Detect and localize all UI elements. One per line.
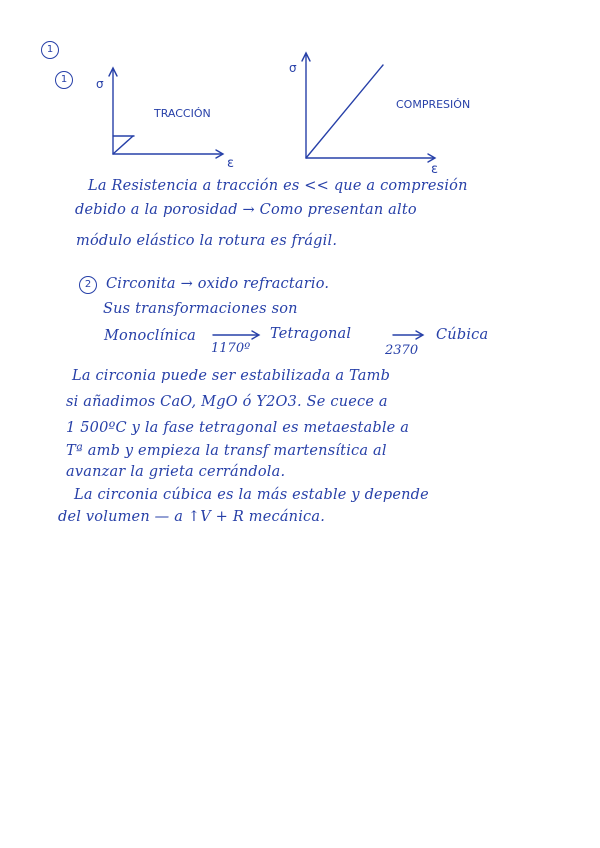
compresion-x-label: ε bbox=[431, 162, 439, 177]
temp-tetra-cubic: 2370 bbox=[385, 343, 419, 358]
para1-line-5: avanzar la grieta cerrándola. bbox=[66, 464, 286, 480]
para1-line-1: La circonia puede ser estabilizada a Tamb bbox=[72, 368, 391, 384]
compresion-label: COMPRESIÓN bbox=[396, 98, 471, 111]
compresion-curve bbox=[306, 65, 383, 158]
section1-line-3: módulo elástico la rotura es frágil. bbox=[76, 233, 338, 249]
traccion-x-label: ε bbox=[227, 156, 235, 171]
section2-line-1: Circonita → oxido refractario. bbox=[106, 276, 330, 292]
section2-number-marker: 2 bbox=[79, 276, 97, 294]
section1-line-1: La Resistencia a tracción es << que a compresión bbox=[88, 178, 468, 194]
section1-line-2: debido a la porosidad → Como presentan alto bbox=[75, 202, 417, 218]
phase-monoclinic: Monoclínica bbox=[104, 328, 196, 344]
compresion-y-label: σ bbox=[289, 61, 297, 75]
temp-mono-tetra: 1170º bbox=[211, 341, 251, 356]
section1-number-marker: 1 bbox=[55, 71, 73, 89]
section2-line-2: Sus transformaciones son bbox=[103, 301, 298, 317]
para1-line-4: Tª amb y empieza la transf martensítica al bbox=[66, 443, 387, 459]
para2-line-1: La circonia cúbica es la más estable y depende bbox=[74, 487, 429, 503]
phase-cubic: Cúbica bbox=[436, 327, 489, 343]
traccion-label: TRACCIÓN bbox=[154, 107, 211, 120]
phase-tetragonal: Tetragonal bbox=[270, 326, 352, 342]
outer-number-marker: 1 bbox=[41, 41, 59, 59]
para2-line-2: del volumen — a ↑V + R mecánica. bbox=[58, 509, 326, 525]
para1-line-2: si añadimos CaO, MgO ó Y2O3. Se cuece a bbox=[66, 394, 388, 410]
para1-line-3: 1 500ºC y la fase tetragonal es metaestable a bbox=[66, 420, 410, 436]
traccion-curve bbox=[113, 136, 133, 154]
traccion-y-label: σ bbox=[96, 77, 104, 91]
